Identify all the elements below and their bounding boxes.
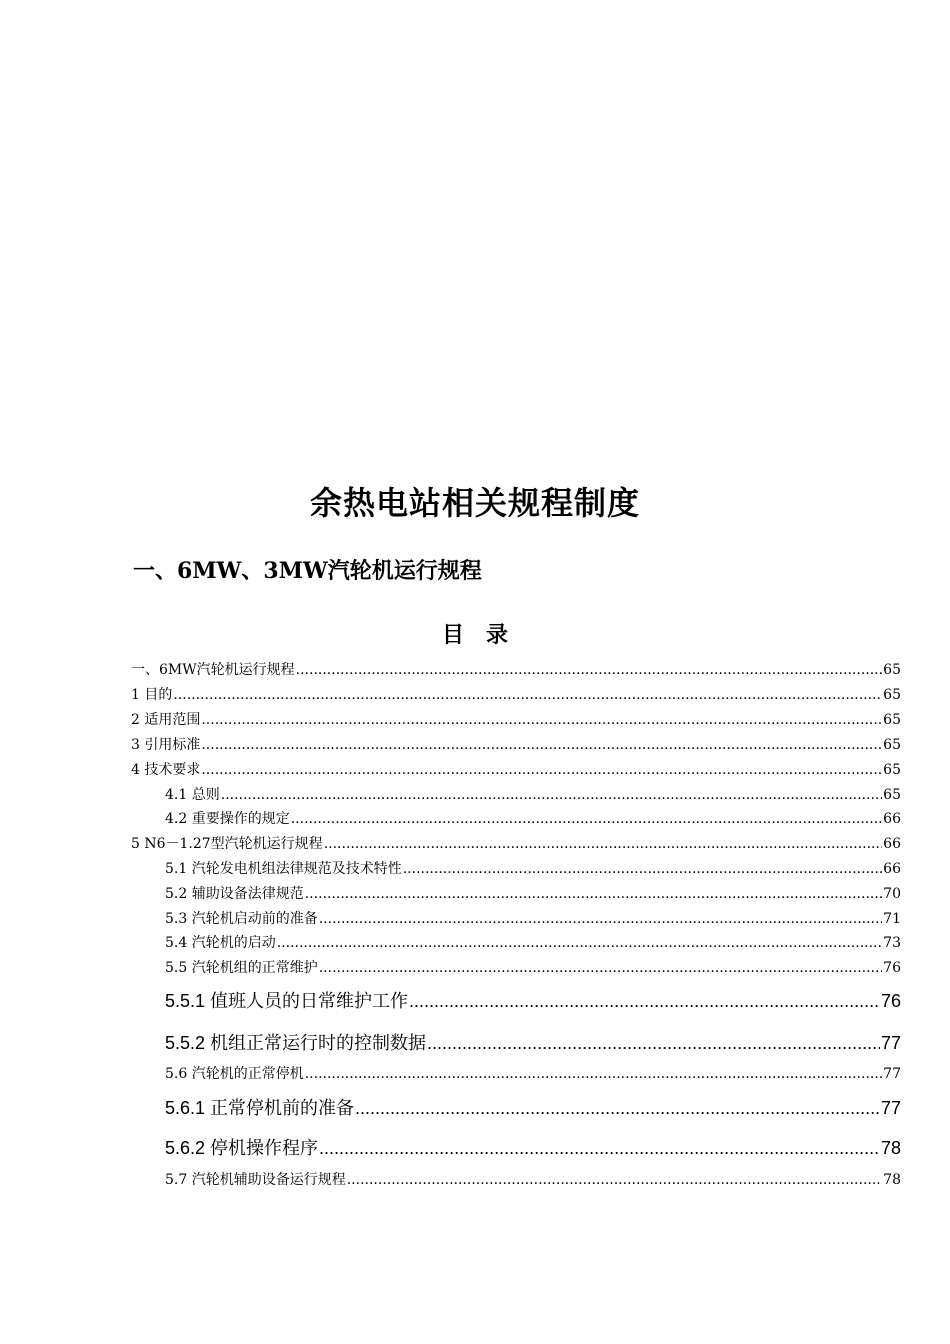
toc-leader-dots [319, 1135, 880, 1161]
toc-entry-label: 4.2 重要操作的规定 [165, 811, 290, 827]
toc-leader-dots [305, 884, 882, 904]
toc-page-number: 65 [883, 662, 901, 678]
toc-entry-label: 5 N6－1.27型汽轮机运行规程 [131, 836, 323, 852]
toc-entry-label: 4 技术要求 [131, 762, 201, 778]
toc-leader-dots [201, 710, 882, 730]
toc-entry-label: 5.6.1 正常停机前的准备 [165, 1098, 355, 1118]
toc-entry[interactable] [165, 1030, 901, 1056]
toc-leader-dots [201, 760, 882, 780]
toc-entry[interactable] [165, 1095, 901, 1121]
toc-page-number: 77 [880, 1098, 901, 1118]
document-title: 余热电站相关规程制度 [309, 484, 640, 522]
toc-entry[interactable] [165, 909, 901, 929]
toc-entry[interactable] [165, 1170, 901, 1190]
toc-entry[interactable] [131, 735, 901, 755]
toc-entry[interactable] [165, 785, 901, 805]
toc-page-number: 71 [883, 911, 901, 927]
toc-leader-dots [291, 809, 882, 829]
toc-leader-dots [296, 660, 883, 680]
toc-page-number: 76 [880, 991, 901, 1011]
toc-entry-label: 5.5.2 机组正常运行时的控制数据 [165, 1033, 427, 1053]
toc-entry[interactable] [165, 1064, 901, 1084]
toc-entry[interactable] [131, 760, 901, 780]
toc-entry-label: 5.5.1 值班人员的日常维护工作 [165, 991, 409, 1011]
toc-page-number: 66 [883, 836, 901, 852]
toc-entry-label: 5.4 汽轮机的启动 [165, 935, 276, 951]
toc-entry[interactable] [165, 958, 901, 978]
toc-entry-label: 5.7 汽轮机辅助设备运行规程 [165, 1172, 346, 1188]
toc-entry[interactable] [131, 660, 901, 680]
toc-page-number: 66 [883, 811, 901, 827]
toc-leader-dots [319, 958, 882, 978]
toc-leader-dots [403, 859, 882, 879]
toc-entry-label: 5.5 汽轮机组的正常维护 [165, 960, 318, 976]
toc-leader-dots [173, 685, 882, 705]
toc-entry-label: 2 适用范围 [131, 712, 201, 728]
toc-leader-dots [221, 785, 882, 805]
toc-entry[interactable] [165, 859, 901, 879]
toc-entry[interactable] [165, 1135, 901, 1161]
toc-page-number: 65 [883, 737, 901, 753]
section-heading: 一、6MW、3MW汽轮机运行规程 [133, 558, 482, 584]
toc-leader-dots [355, 1095, 880, 1121]
toc-page-number: 77 [880, 1033, 901, 1053]
toc-entry-label: 5.3 汽轮机启动前的准备 [165, 911, 318, 927]
toc-leader-dots [277, 933, 882, 953]
toc-entry[interactable] [165, 809, 901, 829]
toc-entry[interactable] [165, 933, 901, 953]
toc-entry[interactable] [131, 710, 901, 730]
toc-leader-dots [324, 834, 882, 854]
toc-page-number: 70 [883, 886, 901, 902]
toc-entry-label: 5.1 汽轮发电机组法律规范及技术特性 [165, 861, 402, 877]
toc-entry-label: 3 引用标准 [131, 737, 201, 753]
toc-entry-label: 5.6 汽轮机的正常停机 [165, 1066, 304, 1082]
toc-page-number: 73 [883, 935, 901, 951]
toc-title: 目 录 [441, 622, 508, 648]
toc-entry[interactable] [131, 834, 901, 854]
toc-entry-label: 5.2 辅助设备法律规范 [165, 886, 304, 902]
toc-leader-dots [305, 1064, 882, 1084]
toc-entry[interactable] [165, 988, 901, 1014]
toc-entry-label: 1 目的 [131, 687, 173, 703]
toc-leader-dots [347, 1170, 882, 1190]
toc-entry-label: 5.6.2 停机操作程序 [165, 1138, 319, 1158]
toc-leader-dots [427, 1030, 880, 1056]
toc-leader-dots [201, 735, 882, 755]
toc-entry[interactable] [165, 884, 901, 904]
toc-page-number: 78 [880, 1138, 901, 1158]
toc-entry-label: 一、6MW汽轮机运行规程 [131, 662, 295, 678]
toc-leader-dots [319, 909, 882, 929]
toc-page-number: 77 [883, 1066, 901, 1082]
toc-entry[interactable] [131, 685, 901, 705]
toc-page-number: 65 [883, 787, 901, 803]
toc-page-number: 76 [883, 960, 901, 976]
toc-page-number: 65 [883, 712, 901, 728]
toc-leader-dots [409, 988, 880, 1014]
toc-page-number: 78 [883, 1172, 901, 1188]
toc-page-number: 65 [883, 687, 901, 703]
toc-page-number: 65 [883, 762, 901, 778]
toc-entry-label: 4.1 总则 [165, 787, 220, 803]
toc-page-number: 66 [883, 861, 901, 877]
